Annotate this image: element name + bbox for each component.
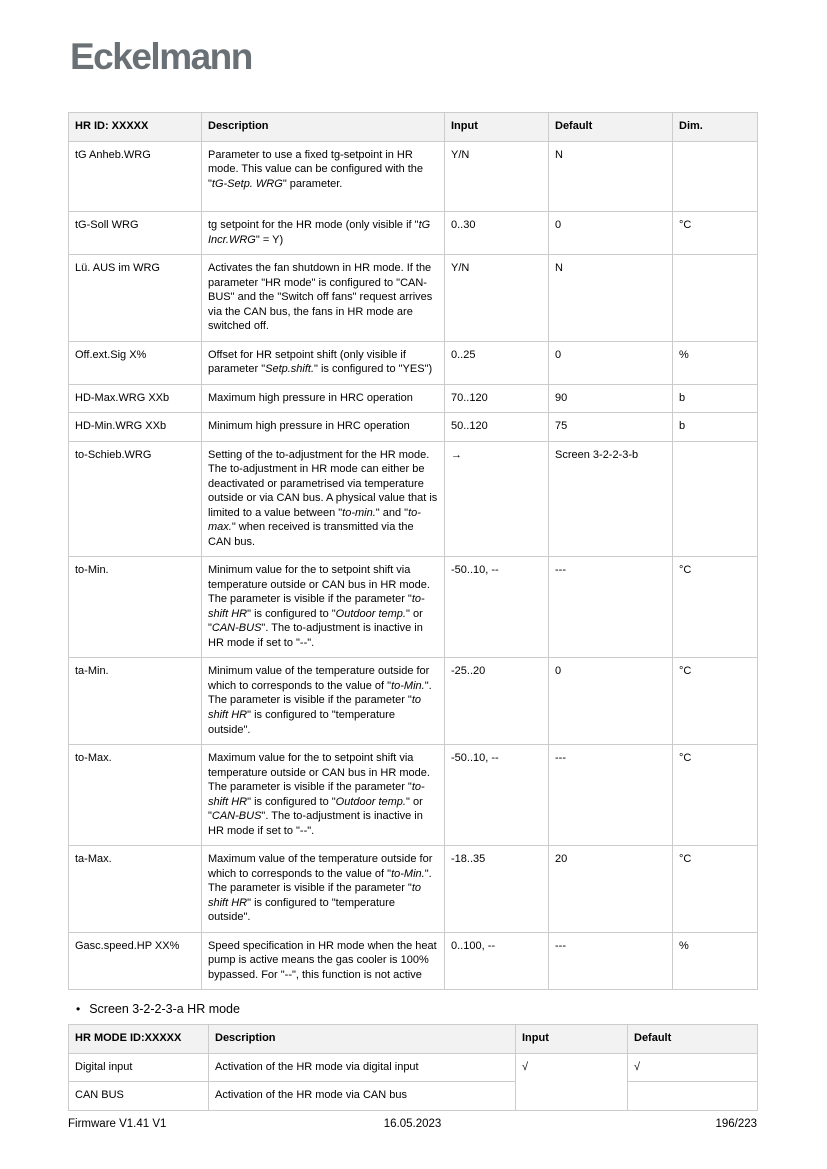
param-id-cell: HD-Min.WRG XXb [69, 413, 202, 442]
description-text: ". The to-adjustment is inactive in HR mode if set to "--". [208, 810, 423, 837]
description-text: Offset for HR setpoint shift (only visible if parameter " [208, 348, 406, 376]
mode-description-cell: Activation of the HR mode via digital input [209, 1053, 516, 1082]
param-default-cell: 20 [549, 846, 673, 933]
page-content [68, 112, 757, 1111]
param-description-cell [202, 846, 445, 933]
description-italic-term: to shift HR [208, 694, 422, 721]
param-dim-cell [673, 255, 758, 342]
page-footer [68, 1118, 757, 1130]
param-dim-cell: % [673, 932, 758, 990]
description-italic-term: tG Incr.WRG [208, 219, 431, 246]
param-id-cell: tG-Soll WRG [69, 212, 202, 255]
param-table-row [69, 932, 758, 990]
description-text: Minimum value of the temperature outside for which to corresponds to the value of " [208, 665, 430, 692]
param-id-cell: Off.ext.Sig X% [69, 341, 202, 384]
param-id-cell: Lü. AUS im WRG [69, 255, 202, 342]
param-input-cell: -18..35 [445, 846, 549, 933]
description-text: Maximum high pressure in HRC operation [208, 391, 413, 404]
description-text: Speed specification in HR mode when the heat pump is active means the gas cooler is 100% bypassed. For "--", this function is not active [208, 939, 437, 981]
description-text: " is configured to "temperature outside". [208, 708, 395, 736]
param-input-cell: -25..20 [445, 658, 549, 745]
description-text: ". The parameter is visible if the parameter " [208, 679, 432, 707]
param-description-cell [202, 441, 445, 557]
description-text: " and " [375, 506, 409, 519]
param-default-cell: 0 [549, 341, 673, 384]
param-column-header-2: Input [445, 113, 549, 142]
param-default-cell: Screen 3-2-2-3-b [549, 441, 673, 557]
param-id-cell: tG Anheb.WRG [69, 141, 202, 212]
description-text: " or " [208, 795, 423, 823]
hr-parameters-table-body [69, 141, 758, 990]
description-text: Parameter to use a fixed tg-setpoint in HR mode. This value can be configured with the " [208, 148, 424, 190]
description-italic-term: tG-Setp. WRG [211, 177, 283, 190]
description-text: Maximum value of the temperature outside for which to corresponds to the value of " [208, 853, 433, 880]
param-dim-cell: b [673, 384, 758, 413]
param-input-cell: -50..10, -- [445, 745, 549, 846]
param-description-cell [202, 384, 445, 413]
param-table-row [69, 384, 758, 413]
param-id-cell: to-Schieb.WRG [69, 441, 202, 557]
param-column-header-1: Description [202, 113, 445, 142]
param-default-cell: N [549, 141, 673, 212]
description-text: Activates the fan shutdown in HR mode. If the parameter "HR mode" is configured to "CAN-BUS" and the "Switch off fans" request arrives via the CAN bus, the fans in HR mode are switched off. [208, 262, 433, 333]
param-dim-cell: % [673, 341, 758, 384]
description-italic-term: to-shift HR [208, 781, 425, 808]
param-header-row [69, 113, 758, 142]
param-default-cell: N [549, 255, 673, 342]
description-text: " parameter. [282, 177, 343, 190]
mode-id-cell: Digital input [69, 1053, 209, 1082]
param-id-cell: HD-Max.WRG XXb [69, 384, 202, 413]
description-italic-term: Outdoor temp. [335, 795, 406, 808]
param-id-cell: to-Max. [69, 745, 202, 846]
param-description-cell [202, 141, 445, 212]
description-text: ". The parameter is visible if the parameter " [208, 867, 432, 895]
param-table-row [69, 557, 758, 658]
description-italic-term: to-Min. [391, 679, 425, 692]
param-table-row [69, 212, 758, 255]
param-default-cell: 90 [549, 384, 673, 413]
hr-parameters-table [68, 112, 758, 990]
description-text: " is configured to "temperature outside". [208, 896, 395, 924]
param-input-cell: 0..100, -- [445, 932, 549, 990]
param-default-cell: --- [549, 745, 673, 846]
footer-date: 16.05.2023 [383, 1118, 442, 1130]
screen-bullet-item [76, 1002, 757, 1016]
mode-column-header-1: Description [209, 1025, 516, 1054]
description-text: Minimum high pressure in HRC operation [208, 420, 410, 433]
description-italic-term: to-Min. [391, 867, 425, 880]
param-id-cell: to-Min. [69, 557, 202, 658]
mode-description-cell: Activation of the HR mode via CAN bus [209, 1082, 516, 1111]
description-italic-term: Setp.shift. [265, 363, 315, 376]
param-table-row [69, 846, 758, 933]
param-table-row [69, 341, 758, 384]
param-table-row [69, 413, 758, 442]
param-input-cell: 70..120 [445, 384, 549, 413]
description-text: " is configured to "YES") [314, 363, 433, 376]
description-italic-term: CAN-BUS [211, 810, 262, 823]
description-italic-term: to shift HR [208, 882, 422, 909]
param-input-cell: Y/N [445, 141, 549, 212]
param-description-cell [202, 212, 445, 255]
bullet-icon: • [76, 1002, 81, 1017]
param-description-cell [202, 341, 445, 384]
mode-column-header-3: Default [628, 1025, 758, 1054]
param-description-cell [202, 413, 445, 442]
param-dim-cell: °C [673, 557, 758, 658]
param-description-cell [202, 745, 445, 846]
description-italic-term: CAN-BUS [211, 622, 262, 635]
param-default-cell: 75 [549, 413, 673, 442]
hr-mode-table-head [69, 1025, 758, 1054]
description-text: Setting of the to-adjustment for the HR mode. The to-adjustment in HR mode can either be deactivated or parametrised via temperature outside or via CAN bus. A physical value that is limited to a value between " [208, 448, 438, 519]
hr-mode-table-body [69, 1053, 758, 1110]
footer-firmware-version: Firmware V1.41 V1 [68, 1118, 167, 1130]
description-text: ". The to-adjustment is inactive in HR mode if set to "--". [208, 622, 423, 649]
mode-column-header-2: Input [516, 1025, 628, 1054]
param-input-cell: -50..10, -- [445, 557, 549, 658]
description-text: tg setpoint for the HR mode (only visible if " [208, 219, 419, 232]
description-italic-term: Outdoor temp. [335, 607, 406, 620]
description-text: " when received is transmitted via the CAN bus. [208, 521, 414, 548]
param-column-header-0: HR ID: XXXXX [69, 113, 202, 142]
param-default-cell: 0 [549, 658, 673, 745]
mode-id-cell: CAN BUS [69, 1082, 209, 1111]
param-description-cell [202, 255, 445, 342]
description-italic-term: to-max. [208, 506, 421, 534]
description-text: Maximum value for the to setpoint shift via temperature outside or CAN bus in HR mode. The parameter is visible if the parameter " [208, 752, 430, 794]
param-dim-cell: °C [673, 745, 758, 846]
param-default-cell: 0 [549, 212, 673, 255]
param-table-row [69, 441, 758, 557]
param-column-header-3: Default [549, 113, 673, 142]
param-dim-cell [673, 141, 758, 212]
hr-parameters-table-head [69, 113, 758, 142]
description-text: " is configured to " [247, 795, 336, 808]
param-dim-cell: b [673, 413, 758, 442]
mode-header-row [69, 1025, 758, 1054]
mode-input-cell: √ [516, 1053, 628, 1110]
param-id-cell: ta-Max. [69, 846, 202, 933]
description-text: " = Y) [255, 233, 284, 246]
param-input-cell: 50..120 [445, 413, 549, 442]
param-id-cell: Gasc.speed.HP XX% [69, 932, 202, 990]
param-default-cell: --- [549, 932, 673, 990]
description-text: " is configured to " [247, 607, 336, 620]
param-input-cell: 0..25 [445, 341, 549, 384]
param-dim-cell [673, 441, 758, 557]
param-description-cell [202, 658, 445, 745]
mode-table-row [69, 1053, 758, 1082]
mode-default-cell: √ [628, 1053, 758, 1082]
param-input-cell: Y/N [445, 255, 549, 342]
param-input-cell: 0..30 [445, 212, 549, 255]
description-italic-term: to-shift HR [208, 593, 425, 620]
param-column-header-4: Dim. [673, 113, 758, 142]
description-text: Minimum value for the to setpoint shift via temperature outside or CAN bus in HR mode. The parameter is visible if the parameter " [208, 564, 430, 606]
hr-mode-table [68, 1024, 758, 1111]
param-input-cell: → [445, 441, 549, 557]
mode-table-row [69, 1082, 758, 1111]
description-italic-term: to-min. [342, 506, 376, 519]
param-description-cell [202, 557, 445, 658]
param-table-row [69, 255, 758, 342]
param-dim-cell: °C [673, 846, 758, 933]
param-default-cell: --- [549, 557, 673, 658]
description-text: " or " [208, 607, 423, 635]
mode-column-header-0: HR MODE ID:XXXXX [69, 1025, 209, 1054]
param-id-cell: ta-Min. [69, 658, 202, 745]
bullet-text: Screen 3-2-2-3-a HR mode [89, 1002, 240, 1017]
param-dim-cell: °C [673, 658, 758, 745]
eckelmann-logo: Eckelmann [70, 36, 252, 77]
param-dim-cell: °C [673, 212, 758, 255]
footer-page-number: 196/223 [715, 1118, 758, 1130]
mode-default-cell [628, 1082, 758, 1111]
param-description-cell [202, 932, 445, 990]
param-table-row [69, 658, 758, 745]
param-table-row [69, 141, 758, 212]
param-table-row [69, 745, 758, 846]
